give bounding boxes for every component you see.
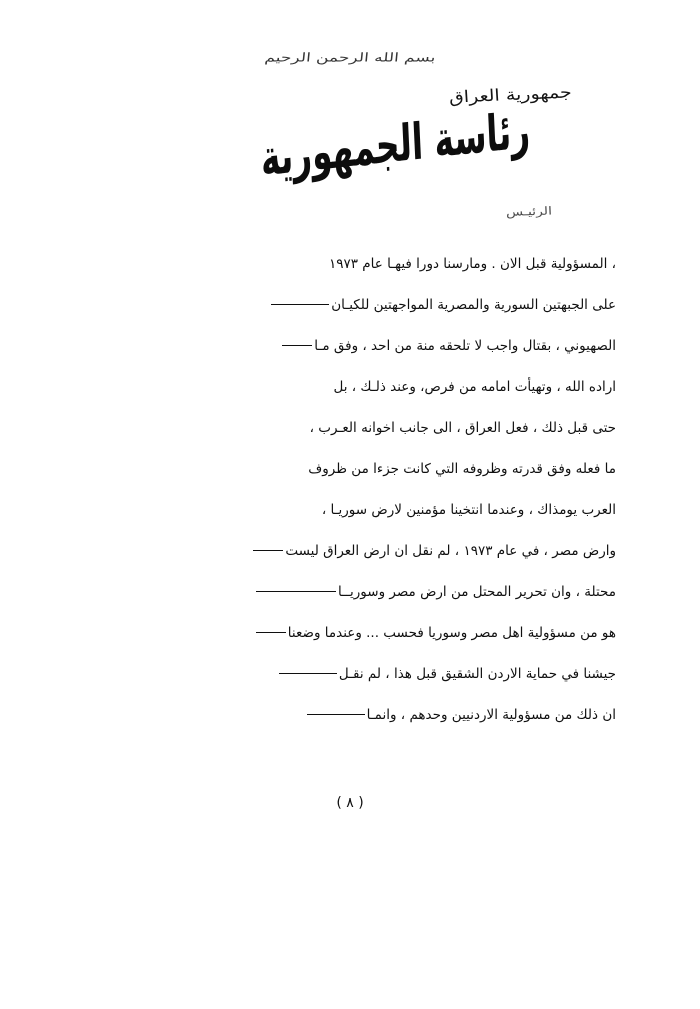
body-line: الصهيوني ، بقتال واجب لا تلحقه منة من احد ، وفق مـا xyxy=(60,340,640,381)
body-line: العرب يومذاك ، وعندما انتخينا مؤمنين لارض سوريـا ، xyxy=(321,502,616,518)
body-line: اراده الله ، وتهيأت امامه من فرص، وعند ذلـك ، بل xyxy=(333,379,616,395)
bismillah-text: بسم الله الرحمن الرحيم xyxy=(263,50,437,66)
letter-body xyxy=(60,258,640,750)
body-line: هو من مسؤولية اهل مصر وسوريا فحسب ... وعندما وضعنا xyxy=(60,627,640,668)
republic-of-iraq-emblem-text: جمهورية العراق xyxy=(448,82,573,108)
body-line: محتلة ، وان تحرير المحتل من ارض مصر وسوريــا xyxy=(60,586,640,627)
body-line: حتى قبل ذلك ، فعل العراق ، الى جانب اخوانه العـرب ، xyxy=(309,420,616,436)
body-line: جيشنا في حماية الاردن الشقيق قبل هذا ، لم نقـل xyxy=(60,668,640,709)
body-line: ، المسؤولية قبل الان . ومارسنا دورا فيهـا عام ١٩٧٣ xyxy=(328,256,616,272)
letterhead xyxy=(0,0,700,240)
presidency-calligraphy: رئاسة الجمهورية xyxy=(259,101,532,189)
body-line: ما فعله وفق قدرته وظروفه التي كانت جزءا من ظروف xyxy=(308,461,616,477)
body-line: وارض مصر ، في عام ١٩٧٣ ، لم نقل ان ارض العراق ليست xyxy=(60,545,640,586)
body-line: ان ذلك من مسؤولية الاردنيين وحدهم ، وانمـا xyxy=(60,709,640,750)
page-number: ( ٨ ) xyxy=(336,795,364,811)
body-line: على الجبهتين السورية والمصرية المواجهتين للكيـان xyxy=(60,299,640,340)
president-label: الرئيـس xyxy=(505,204,553,220)
